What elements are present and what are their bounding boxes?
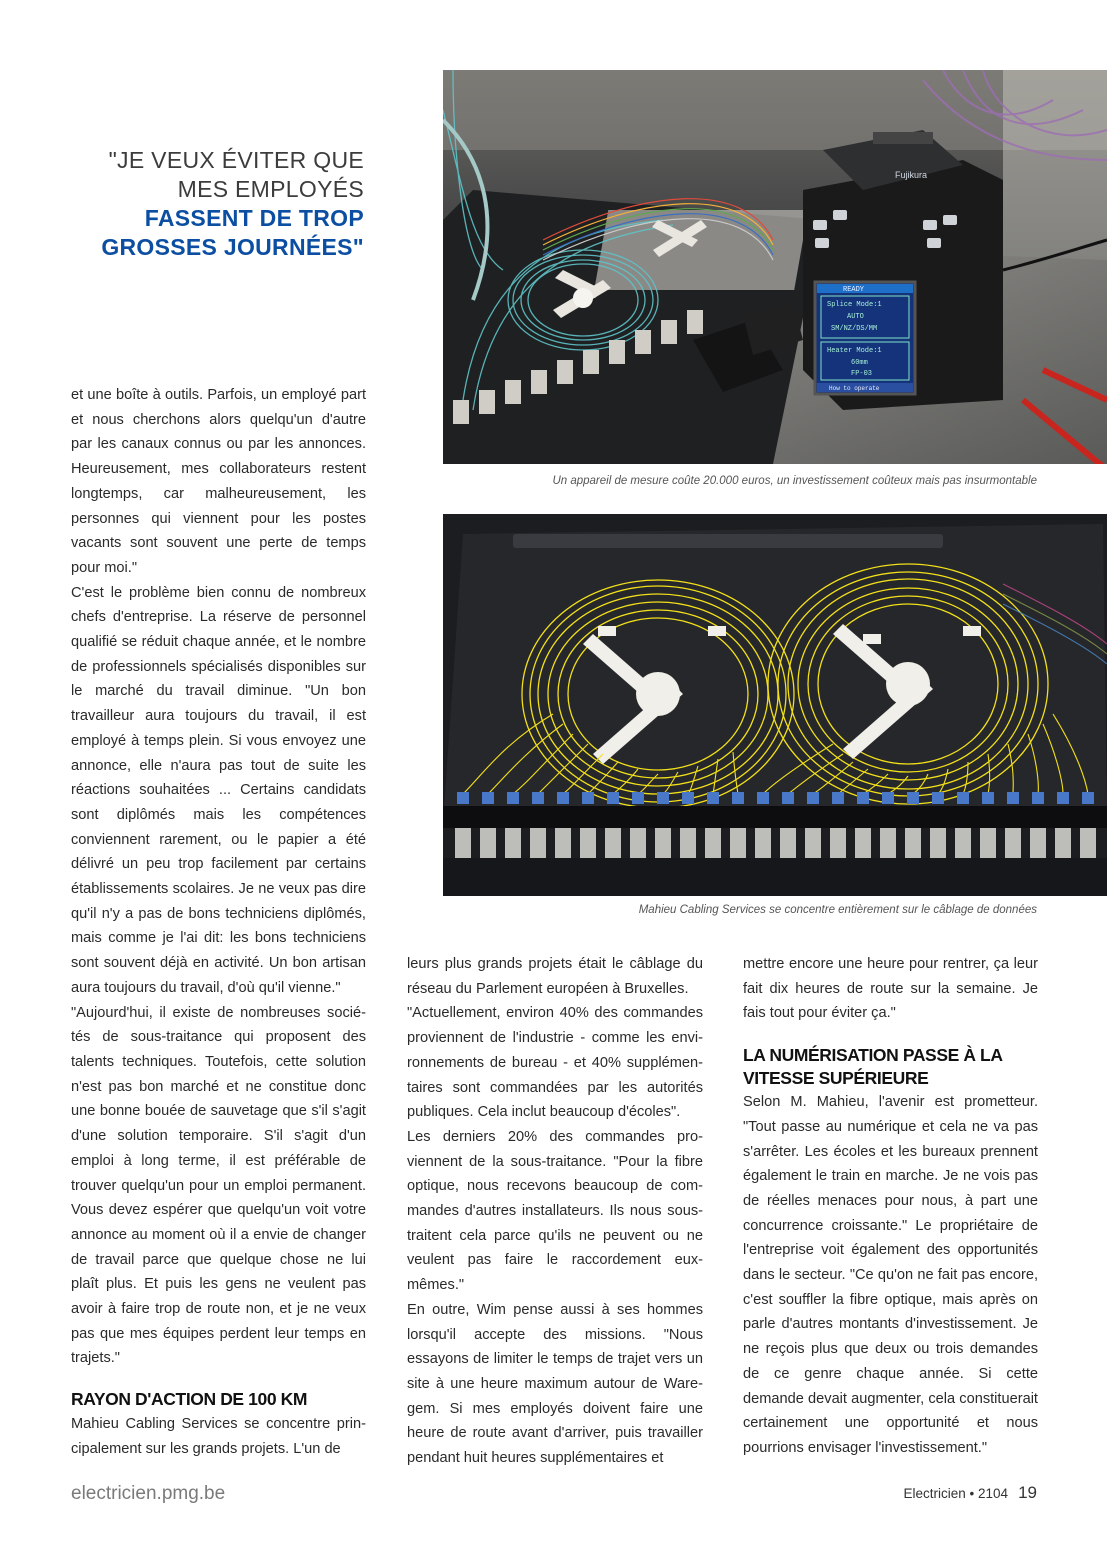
screen-status: READY xyxy=(843,286,865,294)
screen-line: How to operate xyxy=(829,385,880,392)
screen-line: 60mm xyxy=(851,359,868,367)
footer-issue xyxy=(904,1483,1037,1503)
screen-line: AUTO xyxy=(847,313,864,321)
article-column-2 xyxy=(407,952,703,1471)
screen-line: SM/NZ/DS/MM xyxy=(831,325,878,333)
paragraph: et une boîte à outils. Parfois, un employé part et nous cherchons alors quelqu'un d'autre par les canaux connus ou par les annonces. Heureusement, mes collaborateurs restent longtemps, car malheureusement, les personnes qui viennent pour les postes vacants sont souvent une perte de temps pour moi." xyxy=(71,387,366,576)
section-heading: RAYON D'ACTION DE 100 KM xyxy=(71,1389,308,1410)
paragraph: "Aujourd'hui, il existe de nombreuses sociétés de sous-traitance qui proposent des talents techniques. Toutefois, cette solution n'est pas bon marché et ne constitue donc une bonne bouée de sauvetage que s'il s'agit d'une solution temporaire. S'il s'agit d'un emploi à long terme, il est préférable de trouver quelqu'un pour un emploi permanent. Vous devez espérer que quelqu'un voit votre annonce au moment où il a envie de changer de travail parce que quelque chose ne lui plaît plus. Et puis les gens ne veulent pas avoir à faire trop de route non, et je ne veux pas que mes équipes perdent leur temps en trajets." xyxy=(71,1004,366,1367)
paragraph: mettre encore une heure pour rentrer, ça leur fait dix heures de route sur la semaine. Je fais tout pour éviter ça." xyxy=(743,956,1038,1022)
photo-caption: Mahieu Cabling Services se concentre entièrement sur le câblage de données xyxy=(638,904,1037,916)
pull-quote-line: MES EMPLOYÉS xyxy=(177,176,364,202)
paragraph: "Actuellement, environ 40% des commandes proviennent de l'industrie - comme les environnements de bureau - et 40% supplémentaires sont commandées par les autorités publiques. Cela inclut beaucoup d'écoles". xyxy=(407,1005,703,1121)
screen-line: Heater Mode:1 xyxy=(827,347,882,355)
page-number: 19 xyxy=(1018,1483,1037,1502)
fusion-splicer-illustration xyxy=(443,70,1107,464)
paragraph: Les derniers 20% des commandes proviennent de la sous-traitance. "Pour la fibre optique, nous recevons beaucoup de commandes d'autres installateurs. Ils nous soustraitent cela parce qu'ils ne peuvent ou ne veulent pas faire le raccordement eux-mêmes." xyxy=(407,1128,703,1294)
pull-quote-line-highlight: FASSENT DE TROP xyxy=(144,205,364,231)
paragraph: C'est le problème bien connu de nombreux chefs d'entreprise. La réserve de personnel qualifié se réduit chaque année, et le nombre de professionnels spécialisés disponibles sur le marché du travail diminue. "Un bon travailleur aura toujours du travail, il est employé à temps plein. Si vous envoyez une annonce, elle n'aura pas tout de suite les réactions souhaitées ... Certains candidats sont diplômés mais les compétences conviennent rarement, ou le papier a été délivré un peu trop facilement par certains établissements scolaires. Je ne veux pas dire qu'il n'y a pas de bons techniciens diplômés, mais comme je l'ai dit: les bons techniciens sont souvent déjà en activité. Un bon artisan aura toujours du travail, d'où qu'il vienne." xyxy=(71,584,366,996)
paragraph: leurs plus grands projets était le câblage du réseau du Parlement européen à Bruxelles. xyxy=(407,956,703,997)
paragraph: Selon M. Mahieu, l'avenir est prometteur. "Tout passe au numérique et cela ne va pas s'arrêter. Les écoles et les bureaux prennent également le train en marche. Je ne vois pas de réelles menaces pour nous, à part une concurrence croissante." Le propriétaire de l'entreprise voit également des opportunités dans le secteur. "Ce qu'on ne fait pas encore, c'est souffler la fibre optique, mais après on parle d'autres montants d'investissement. Je ne reçois plus que deux ou trois demandes de ce genre chaque année. Si cette demande devait augmenter, cela constituerait certainement une opportunité et nous pourrions envisager l'investissement." xyxy=(743,1094,1038,1456)
issue-label: Electricien • 2104 xyxy=(903,1486,1009,1501)
article-column-3 xyxy=(743,952,1038,1461)
photo-fusion-splicer xyxy=(443,70,1107,464)
screen-line: Splice Mode:1 xyxy=(827,301,882,309)
pull-quote xyxy=(44,146,364,262)
photo-fiber-splice-tray xyxy=(443,514,1107,896)
pull-quote-line-highlight: GROSSES JOURNÉES" xyxy=(101,234,364,260)
splicer-brand-label: Fujikura xyxy=(895,170,928,180)
paragraph: En outre, Wim pense aussi à ses hommes lorsqu'il accepte des missions. "Nous essayons de limiter le temps de trajet vers un site à une heure maximum autour de Waregem. Si mes employés doivent faire une heure de route avant d'arriver, puis travailler pendant huit heures supplémentaires et xyxy=(407,1301,703,1467)
screen-line: FP-03 xyxy=(851,370,873,378)
paragraph: Mahieu Cabling Services se concentre principalement sur les grands projets. L'un de xyxy=(71,1416,366,1457)
article-column-1 xyxy=(71,383,366,1462)
fiber-tray-illustration xyxy=(443,514,1107,896)
photo-caption: Un appareil de mesure coûte 20.000 euros, un investissement coûteux mais pas insurmontable xyxy=(552,475,1037,487)
footer-website: electricien.pmg.be xyxy=(71,1483,226,1504)
section-heading: LA NUMÉRISATION PASSE À LA VITESSE SUPÉRIEURE xyxy=(743,1045,1002,1089)
pull-quote-line: "JE VEUX ÉVITER QUE xyxy=(108,147,364,173)
